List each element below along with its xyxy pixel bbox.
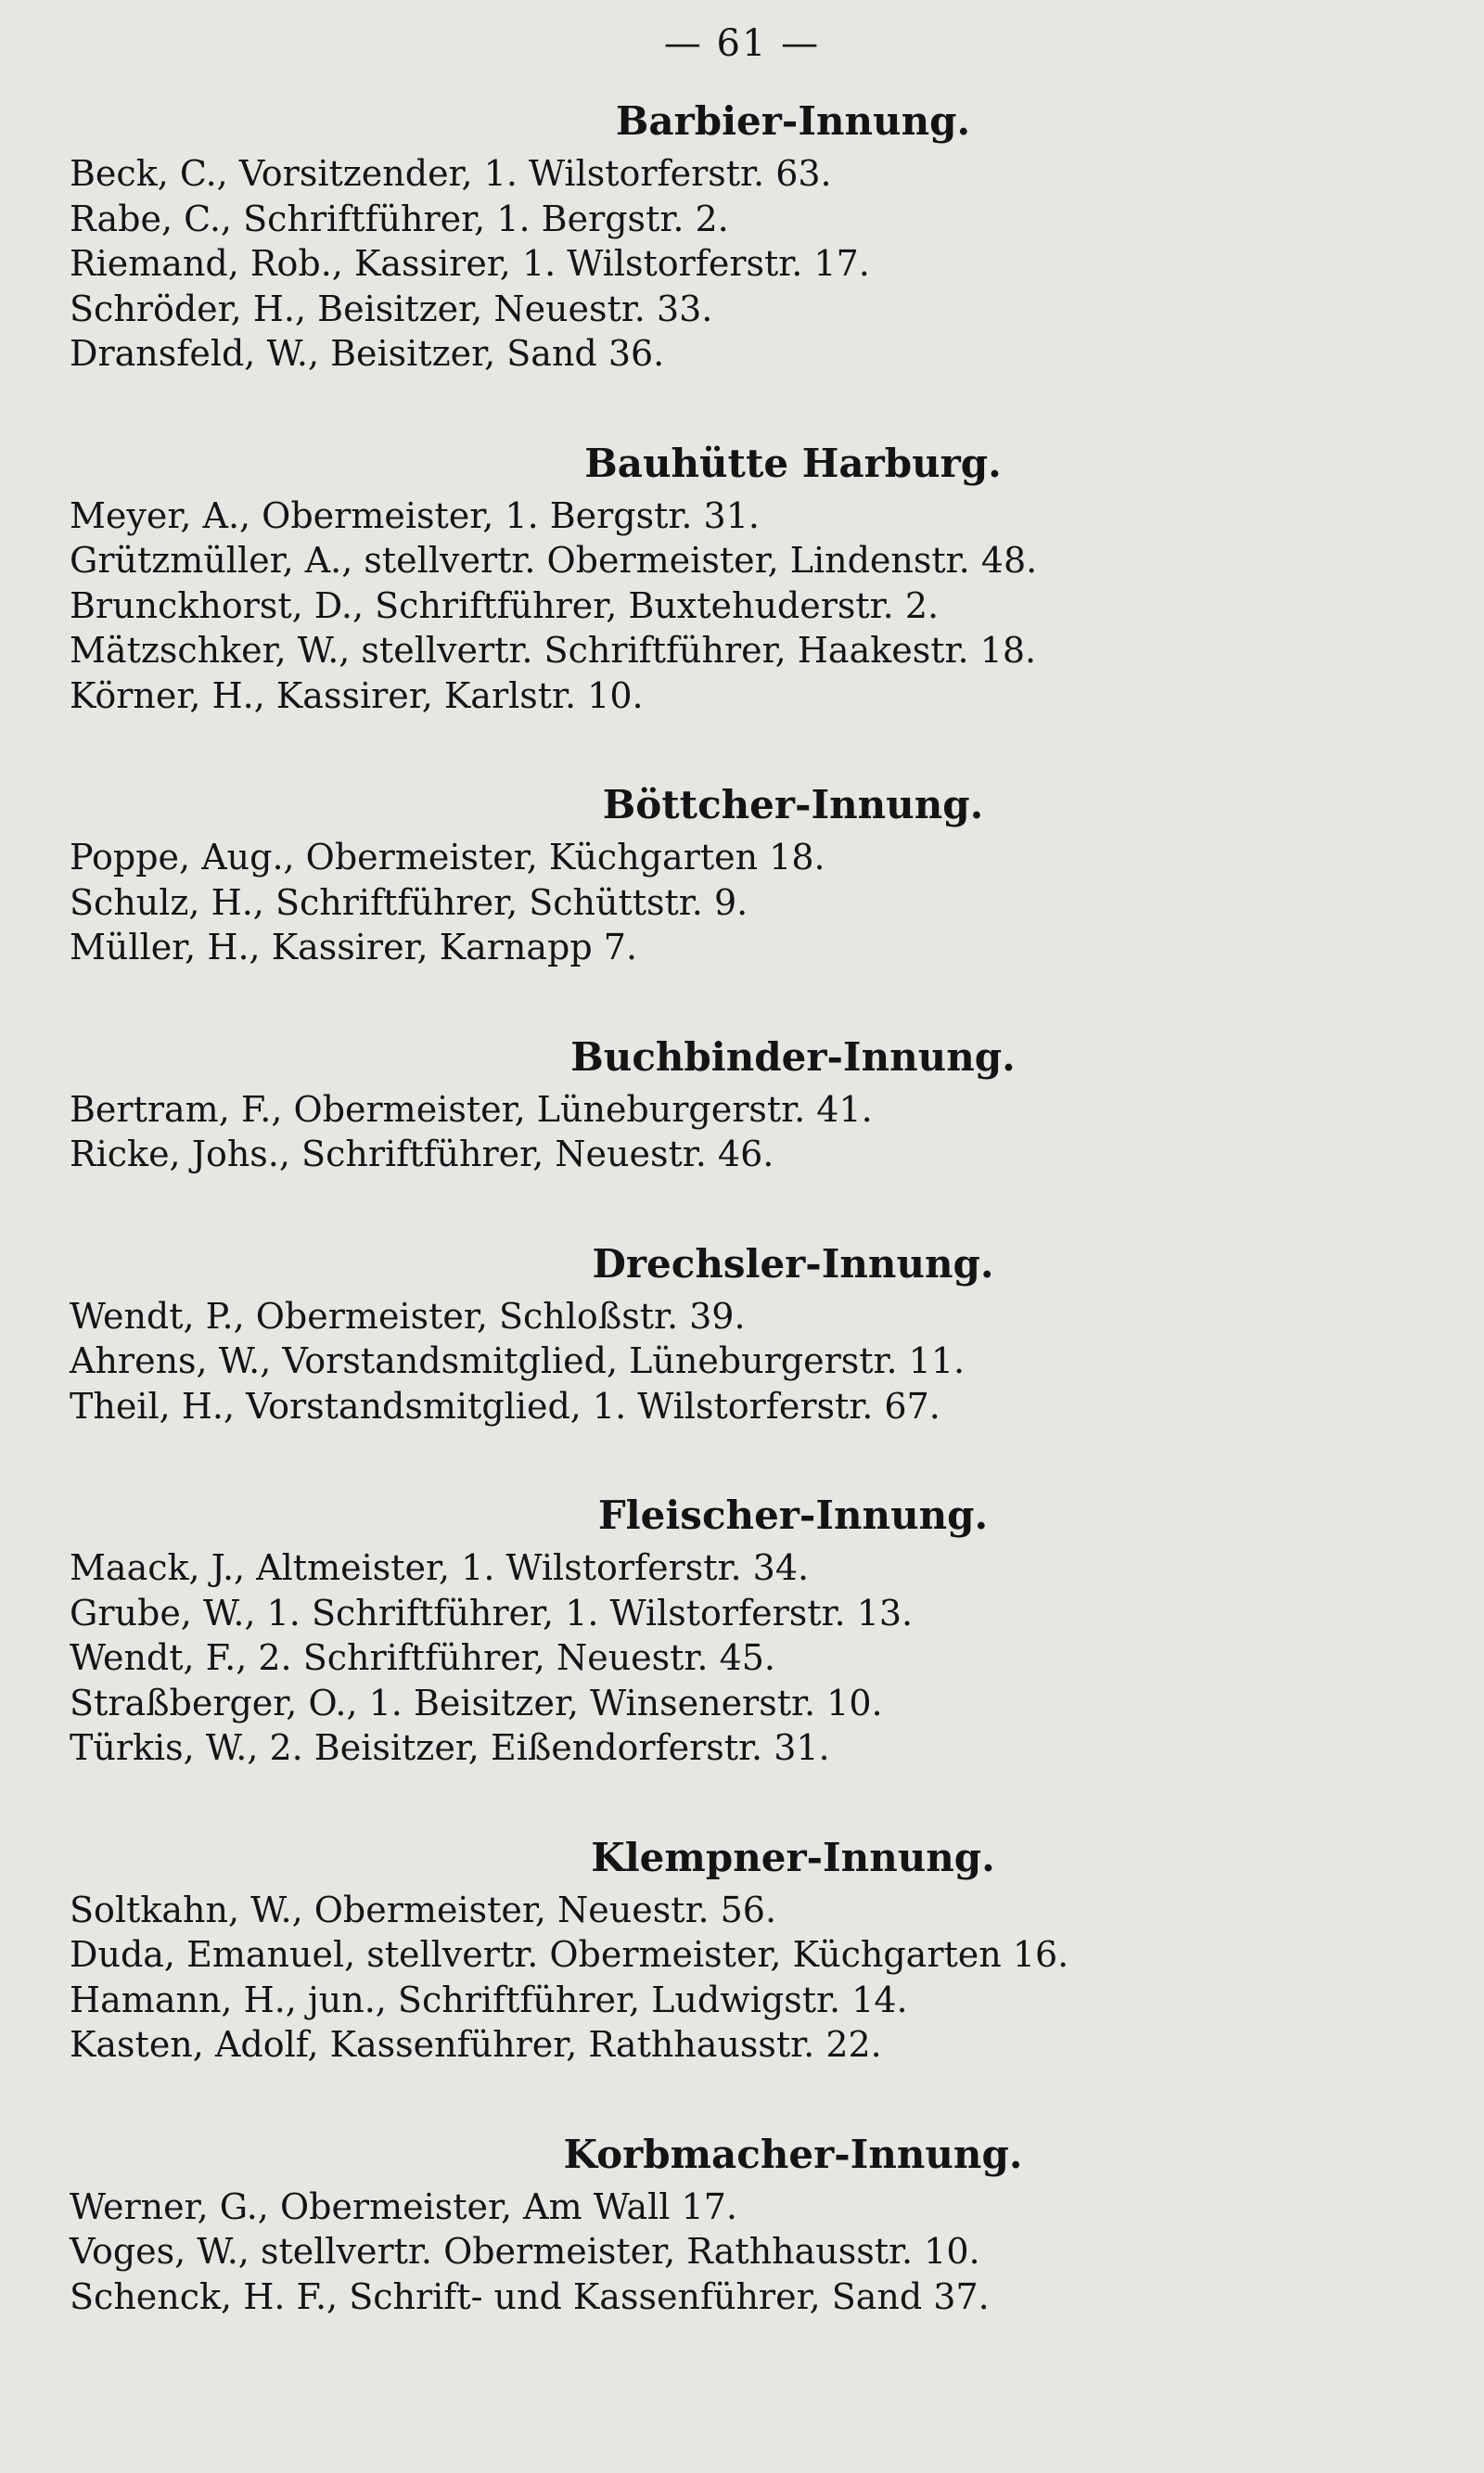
section-heading: Buchbinder-Innung.	[570, 1033, 1016, 1080]
member-entry: Wendt, F., 2. Schriftführer, Neuestr. 45.	[70, 1637, 776, 1678]
guild-section	[70, 781, 1461, 970]
member-entry: Schulz, H., Schriftführer, Schüttstr. 9.	[70, 881, 748, 923]
member-entry: Grube, W., 1. Schriftführer, 1. Wilstorferstr. 13.	[70, 1592, 914, 1634]
member-entry: Beck, C., Vorsitzender, 1. Wilstorferstr. 63.	[70, 153, 832, 194]
member-entry: Voges, W., stellvertr. Obermeister, Rathhausstr. 10.	[70, 2231, 980, 2272]
member-entry: Hamann, H., jun., Schriftführer, Ludwigstr. 14.	[70, 1979, 908, 2020]
guild-section	[70, 1240, 1461, 1429]
guild-section	[70, 1492, 1461, 1771]
member-entry: Schröder, H., Beisitzer, Neuestr. 33.	[70, 288, 713, 329]
guild-section	[70, 440, 1461, 719]
section-heading: Bauhütte Harburg.	[584, 440, 1002, 486]
member-entry: Maack, J., Altmeister, 1. Wilstorferstr. 34.	[70, 1547, 810, 1588]
member-entry: Wendt, P., Obermeister, Schloßstr. 39.	[70, 1295, 746, 1337]
member-entry: Werner, G., Obermeister, Am Wall 17.	[70, 2185, 737, 2227]
section-heading: Barbier-Innung.	[615, 98, 971, 144]
guild-section	[70, 97, 1461, 377]
page-number: — 61 —	[663, 22, 821, 65]
section-heading: Böttcher-Innung.	[602, 782, 984, 827]
member-entry: Grützmüller, A., stellvertr. Obermeister, Lindenstr. 48.	[70, 540, 1038, 581]
section-heading: Drechsler-Innung.	[592, 1240, 994, 1287]
member-entry: Körner, H., Kassirer, Karlstr. 10.	[70, 674, 644, 716]
section-heading: Korbmacher-Innung.	[563, 2131, 1023, 2177]
member-entry: Soltkahn, W., Obermeister, Neuestr. 56.	[70, 1889, 777, 1930]
guild-directory	[70, 97, 1461, 2382]
member-entry: Rabe, C., Schriftführer, 1. Bergstr. 2.	[70, 198, 729, 239]
guild-section	[70, 1834, 1461, 2068]
member-entry: Brunckhorst, D., Schriftführer, Buxtehuderstr. 2.	[70, 584, 940, 626]
member-entry: Kasten, Adolf, Kassenführer, Rathhausstr. 22.	[70, 2024, 882, 2065]
section-heading: Klempner-Innung.	[591, 1834, 995, 1880]
section-heading: Fleischer-Innung.	[597, 1493, 989, 1538]
member-entry: Theil, H., Vorstandsmitglied, 1. Wilstorferstr. 67.	[70, 1385, 940, 1427]
member-entry: Ahrens, W., Vorstandsmitglied, Lüneburgerstr. 11.	[70, 1340, 966, 1381]
member-entry: Bertram, F., Obermeister, Lüneburgerstr. 41.	[70, 1088, 873, 1130]
member-entry: Dransfeld, W., Beisitzer, Sand 36.	[70, 333, 665, 374]
member-entry: Mätzschker, W., stellvertr. Schriftführer, Haakestr. 18.	[70, 630, 1037, 671]
member-entry: Straßberger, O., 1. Beisitzer, Winsenerstr. 10.	[70, 1682, 883, 1723]
member-entry: Riemand, Rob., Kassirer, 1. Wilstorferstr. 17.	[70, 243, 870, 284]
guild-section	[70, 1033, 1461, 1177]
member-entry: Schenck, H. F., Schrift- und Kassenführer, Sand 37.	[70, 2275, 990, 2317]
member-entry: Poppe, Aug., Obermeister, Küchgarten 18.	[70, 837, 825, 878]
member-entry: Meyer, A., Obermeister, 1. Bergstr. 31.	[70, 494, 760, 536]
guild-section	[70, 2131, 1461, 2320]
member-entry: Duda, Emanuel, stellvertr. Obermeister, Küchgarten 16.	[70, 1934, 1069, 1975]
member-entry: Türkis, W., 2. Beisitzer, Eißendorferstr. 31.	[70, 1727, 830, 1768]
member-entry: Ricke, Johs., Schriftführer, Neuestr. 46.	[70, 1134, 774, 1174]
member-entry: Müller, H., Kassirer, Karnapp 7.	[70, 927, 638, 967]
